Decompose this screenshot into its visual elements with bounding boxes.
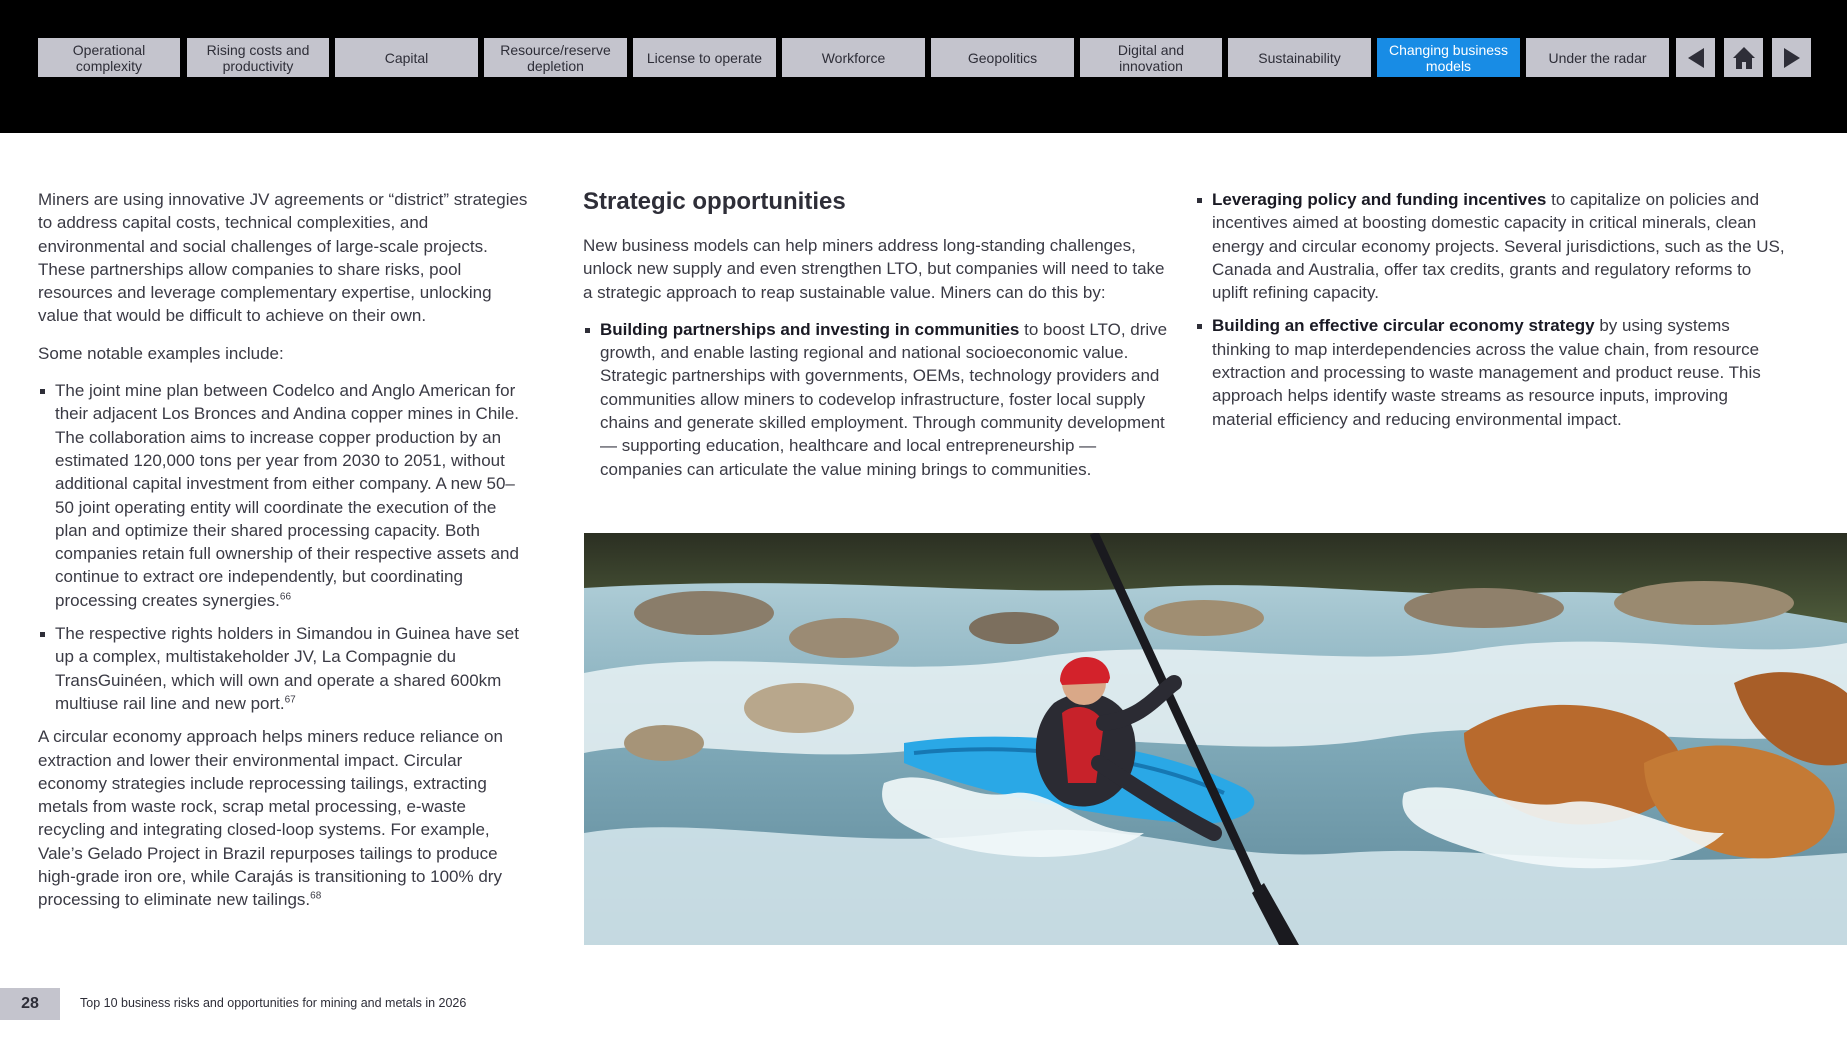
list-item: Leveraging policy and funding incentives to capitalize on policies and incentives aimed at boosting domestic capacity in critical minerals, clean energy and circular economy projects. Several jurisdictions, such as the US, Canada and Australia, offer tax credits, grants and regulatory reforms to uplift refining capacity.	[1195, 188, 1790, 304]
right-column	[1195, 188, 1790, 441]
left-column	[38, 188, 532, 926]
kayaker-illustration	[584, 533, 1847, 945]
circular-economy-paragraph: A circular economy approach helps miners reduce reliance on extraction and lower their environmental impact. Circular economy strategies include reprocessing tailings, extracting metals from waste rock, scrap metal processing, e-waste recycling and integrating closed-loop systems. For example, Vale’s Gelado Project in Brazil repurposes tailings to produce high-grade iron ore, while Carajás is transitioning to 100% dry processing to eliminate new tailings.$^{68}$	[38, 727, 503, 910]
page-number: 28	[0, 988, 60, 1020]
section-heading: Strategic opportunities	[583, 188, 846, 215]
jv-intro-paragraph: Miners are using innovative JV agreements or “district” strategies to address capital costs, technical complexities, and environmental and social challenges of large-scale projects. These partnerships allow companies to share risks, pool resources and leverage complementary expertise, unlocking value that would be difficult to achieve on their own.	[38, 190, 528, 326]
tab-sustainability[interactable]: Sustainability	[1228, 38, 1371, 77]
tab-capital[interactable]: Capital	[335, 38, 478, 77]
tab-resource-depletion[interactable]: Resource/reserve depletion	[484, 38, 627, 77]
next-page-button[interactable]	[1772, 38, 1811, 77]
strategic-intro-paragraph: New business models can help miners address long-standing challenges, unlock new supply and even strengthen LTO, but companies will need to take a strategic approach to reap sustainable value. Miners can do this by:	[583, 236, 1165, 302]
home-button[interactable]	[1724, 38, 1763, 77]
tab-license-to-operate[interactable]: License to operate	[633, 38, 776, 77]
list-item: Building an effective circular economy strategy by using systems thinking to map interdependencies across the value chain, from resource extraction and processing to waste management and product reuse. This approach helps identify waste streams as resource inputs, improving material efficiency and reducing environmental impact.	[1195, 314, 1790, 430]
home-icon	[1732, 46, 1756, 70]
footnote-ref: 66	[279, 591, 292, 603]
list-item: The joint mine plan between Codelco and Anglo American for their adjacent Los Bronces and Andina copper mines in Chile. The collaboration aims to increase copper production by an estimated 120,000 tons per year from 2030 to 2051, without additional capital investment from either company. A new 50–50 joint operating entity will coordinate the execution of the plan and optimize their shared processing capacity. Both companies retain full ownership of their respective assets and continue to extract ore independently, but coordinating processing creates synergies.$^{66}$	[38, 379, 532, 612]
tab-workforce[interactable]: Workforce	[782, 38, 925, 77]
next-arrow-icon	[1782, 47, 1802, 69]
tab-changing-business-models[interactable]: Changing business models	[1377, 38, 1520, 77]
previous-arrow-icon	[1686, 47, 1706, 69]
strategies-list	[583, 318, 1169, 481]
tab-rising-costs[interactable]: Rising costs and productivity	[187, 38, 329, 77]
strategies-list-continued	[1195, 188, 1790, 431]
footnote-ref: 68	[310, 890, 322, 902]
middle-column	[583, 188, 1169, 491]
examples-lead: Some notable examples include:	[38, 343, 284, 363]
kayaker-photo	[584, 533, 1847, 945]
previous-page-button[interactable]	[1676, 38, 1715, 77]
tab-under-the-radar[interactable]: Under the radar	[1526, 38, 1669, 77]
examples-list	[38, 379, 532, 715]
footnote-ref: 67	[284, 694, 296, 706]
tab-digital-innovation[interactable]: Digital and innovation	[1080, 38, 1222, 77]
tab-operational-complexity[interactable]: Operational complexity	[38, 38, 180, 77]
list-item: Building partnerships and investing in communities to boost LTO, drive growth, and enable lasting regional and national socioeconomic value. Strategic partnerships with governments, OEMs, technology providers and communities allow miners to codevelop infrastructure, foster local supply chains and generate skilled employment. Through community development — supporting education, healthcare and local entrepreneurship — companies can articulate the value mining brings to communities.	[583, 318, 1169, 481]
list-item: The respective rights holders in Simandou in Guinea have set up a complex, multistakeholder JV, La Compagnie du TransGuinéen, which will own and operate a shared 600km multiuse rail line and new port.$^{67}$	[38, 622, 532, 715]
top-navigation-bar	[0, 0, 1847, 133]
footer-title: Top 10 business risks and opportunities for mining and metals in 2026	[80, 996, 467, 1010]
tab-geopolitics[interactable]: Geopolitics	[931, 38, 1074, 77]
